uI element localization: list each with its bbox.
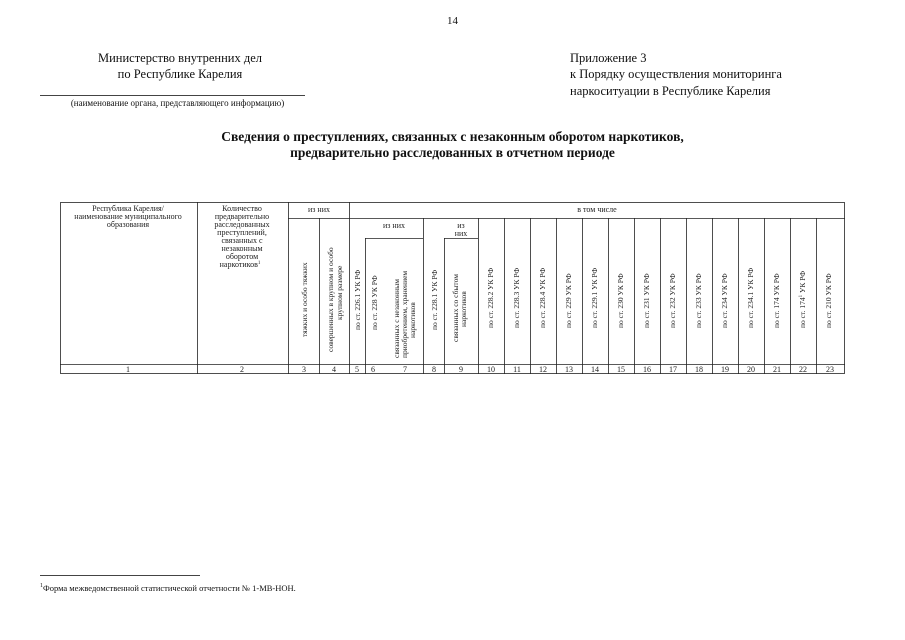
sub-of-them-header-2a: из (457, 221, 465, 230)
col19-header: по ст. 234 УК РФ (720, 273, 729, 328)
col7-header-line: связанных с незаконным (392, 279, 401, 358)
col9-header-line: связанных со сбытом (451, 274, 460, 342)
column-number: 8 (432, 365, 436, 374)
column-number: 9 (459, 365, 463, 374)
column-number: 4 (332, 365, 336, 374)
column-number: 20 (747, 365, 755, 374)
column-number: 10 (487, 365, 495, 374)
col12-header: по ст. 228.4 УК РФ (538, 267, 547, 328)
column-number: 1 (126, 365, 130, 374)
appendix-line2: к Порядку осуществления мониторинга (570, 67, 782, 81)
col17-header: по ст. 232 УК РФ (668, 273, 677, 328)
col14-header: по ст. 229.1 УК РФ (590, 267, 599, 328)
col5-header: по ст. 226.1 УК РФ (353, 269, 362, 330)
col3-header: тяжких и особо тяжких (300, 262, 309, 337)
column-number: 19 (721, 365, 729, 374)
col2-header-line: расследованных (214, 220, 270, 229)
column-number: 2 (240, 365, 244, 374)
footnote-text: Форма межведомственной статистической отчетности № 1-МВ-НОН. (43, 583, 296, 593)
col18-header: по ст. 233 УК РФ (694, 273, 703, 328)
column-number: 12 (539, 365, 547, 374)
col7-header-line: приобретением, хранением (400, 270, 409, 358)
col2-header-line: связанных с (221, 236, 263, 245)
report-table (60, 202, 845, 374)
including-group-header: в том числе (577, 205, 617, 214)
col2-header-line: наркотиков$^1$ (219, 260, 261, 269)
col2-header (214, 204, 269, 269)
col7-header-line: наркотиков (408, 302, 417, 338)
column-number: 17 (669, 365, 677, 374)
org-underline (40, 95, 305, 96)
column-number: 14 (591, 365, 599, 374)
col1-header-line: наименование муниципального (74, 212, 182, 221)
col10-header: по ст. 228.2 УК РФ (486, 267, 495, 328)
column-number: 7 (403, 365, 407, 374)
appendix-line3: наркоситуации в Республике Карелия (570, 84, 771, 98)
column-number: 22 (799, 365, 807, 374)
sub-of-them-header-1: из них (382, 221, 406, 230)
appendix-line1: Приложение 3 (570, 51, 647, 65)
col13-header: по ст. 229 УК РФ (564, 273, 573, 328)
org-name-line1: Министерство внутренних дел (97, 51, 263, 65)
column-number: 16 (643, 365, 651, 374)
column-number: 18 (695, 365, 703, 374)
column-number: 6 (371, 365, 375, 374)
col15-header: по ст. 230 УК РФ (616, 273, 625, 328)
page-number: 14 (447, 15, 458, 27)
col4-header-line: крупном размере (335, 265, 344, 320)
col1-header (74, 204, 181, 229)
col6-header: по ст. 228 УК РФ (370, 275, 379, 330)
of-them-group-header: из них (307, 205, 331, 214)
column-number: 5 (355, 365, 359, 374)
col1-header-line: Республика Карелия/ (92, 204, 164, 213)
col22-header: по ст. $174^1$ УК РФ (798, 270, 807, 328)
footnote (40, 583, 296, 593)
col2-header-line: предварительно (214, 212, 270, 221)
col20-header: по ст. 234.1 УК РФ (746, 267, 755, 328)
column-numbers-row (126, 365, 834, 374)
col9-header-line: наркотиков (459, 291, 468, 327)
column-number: 21 (773, 365, 781, 374)
col2-header-line: Количество (222, 204, 262, 213)
footnote-mark: 1 (40, 583, 43, 590)
col4-header-line: совершенных в крупном и особо (326, 247, 335, 352)
column-number: 15 (617, 365, 625, 374)
document-title-line2: предварительно расследованных в отчетном периоде (290, 145, 615, 160)
col16-header: по ст. 231 УК РФ (642, 273, 651, 328)
col1-header-line: образования (106, 220, 150, 229)
col2-header-line: незаконным (221, 244, 263, 253)
col21-header: по ст. 174 УК РФ (772, 273, 781, 328)
column-number: 13 (565, 365, 573, 374)
column-number: 3 (302, 365, 306, 374)
column-number: 23 (826, 365, 834, 374)
col2-header-line: преступлений, (217, 228, 267, 237)
col2-header-line: оборотом (225, 252, 259, 261)
col23-header: по ст. 210 УК РФ (824, 273, 833, 328)
col8-header: по ст. 228.1 УК РФ (430, 269, 439, 330)
org-name-line2: по Республике Карелия (117, 67, 243, 81)
report-table-grid (60, 202, 845, 374)
rotated-column-headers (300, 247, 833, 358)
document-title-line1: Сведения о преступлениях, связанных с незаконным оборотом наркотиков, (221, 129, 684, 144)
col11-header: по ст. 228.3 УК РФ (512, 267, 521, 328)
column-number: 11 (513, 365, 521, 374)
org-caption: (наименование органа, представляющего информацию) (70, 98, 285, 108)
footnote-rule (40, 575, 200, 576)
sub-of-them-header-2b: них (454, 229, 468, 238)
